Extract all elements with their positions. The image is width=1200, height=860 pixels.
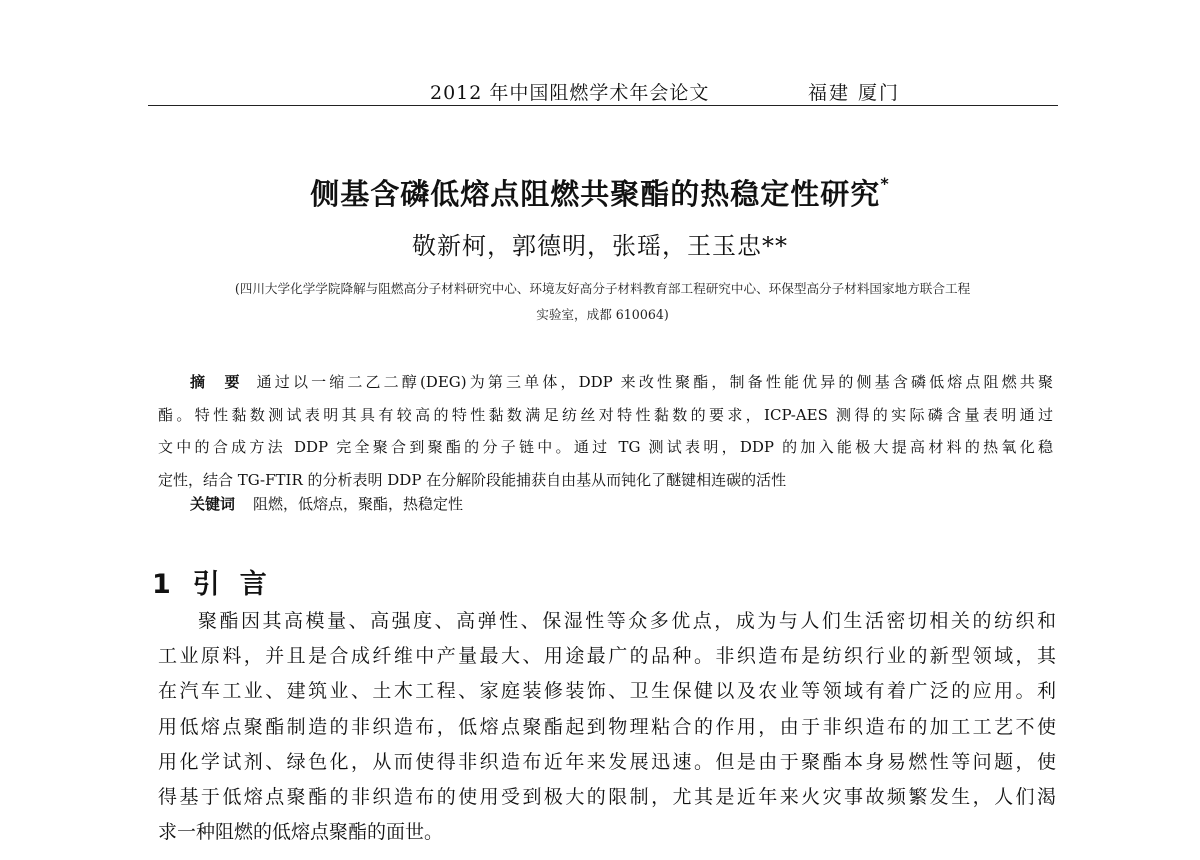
keywords — [190, 493, 463, 514]
abstract-label: 摘 要 — [190, 373, 247, 391]
abstract-line-2: 酯。特性黏数测试表明其具有较高的特性黏数满足纺丝对特性黏数的要求，ICP-AES 测得的实际磷含量表明通过 — [158, 405, 1053, 424]
section-heading-introduction — [152, 562, 287, 601]
paper-title-text: 侧基含磷低熔点阻燃共聚酯的热稳定性研究 — [310, 177, 881, 211]
running-header — [148, 76, 1058, 106]
header-location: 福建 厦门 — [808, 82, 901, 104]
author-list: 敬新柯，郭德明，张瑶，王玉忠** — [412, 232, 788, 260]
introduction-paragraph — [158, 604, 1056, 850]
header-conference: 2012 年中国阻燃学术年会论文 — [430, 82, 710, 104]
paper-title — [0, 172, 1200, 213]
keywords-label: 关键词 — [190, 495, 236, 513]
abstract-line-3: 文中的合成方法 DDP 完全聚合到聚酯的分子链中。通过 TG 测试表明，DDP 的加入能极大提高材料的热氧化稳 — [158, 438, 1053, 456]
abstract-line-1-text: 通过以一缩二乙二醇(DEG)为第三单体，DDP 来改性聚酯，制备性能优异的侧基含磷低熔点阻燃共聚 — [256, 373, 1053, 391]
abstract-line-4: 定性，结合 TG-FTIR 的分析表明 DDP 在分解阶段能捕获自由基从而钝化了醚键相连碳的活性 — [158, 470, 787, 489]
header-rule — [148, 105, 1058, 106]
affiliation-line-1: (四川大学化学学院降解与阻燃高分子材料研究中心、环境友好高分子材料教育部工程研究中心、环保型高分子材料国家地方联合工程 — [234, 281, 971, 296]
body-line-1: 聚酯因其高模量、高强度、高弹性、保湿性等众多优点，成为与人们生活密切相关的纺织和 — [198, 610, 1056, 632]
body-line-7: 求一种阻燃的低熔点聚酯的面世。 — [158, 821, 444, 844]
section-number: 1 — [152, 569, 171, 600]
affiliation — [150, 276, 1055, 328]
keywords-text: 阻燃，低熔点，聚酯，热稳定性 — [253, 495, 464, 513]
body-line-6: 得基于低熔点聚酯的非织造布的使用受到极大的限制，尤其是近年来火灾事故频繁发生，人们渴 — [158, 786, 1056, 809]
section-title: 引言 — [192, 569, 287, 600]
body-line-2: 工业原料，并且是合成纤维中产量最大、用途最广的品种。非织造布是纺织行业的新型领域，其 — [158, 645, 1056, 668]
title-footnote-mark: * — [880, 174, 890, 194]
body-line-3: 在汽车工业、建筑业、土木工程、家庭装修装饰、卫生保健以及农业等领域有着广泛的应用。利 — [158, 680, 1056, 703]
affiliation-line-2: 实验室，成都 610064) — [536, 307, 669, 322]
body-line-5: 用化学试剂、绿色化，从而使得非织造布近年来发展迅速。但是由于聚酯本身易燃性等问题，使 — [158, 750, 1056, 773]
body-line-4: 用低熔点聚酯制造的非织造布，低熔点聚酯起到物理粘合的作用，由于非织造布的加工工艺不使 — [158, 715, 1056, 738]
abstract-line-1 — [158, 366, 1053, 399]
abstract — [158, 366, 1053, 496]
